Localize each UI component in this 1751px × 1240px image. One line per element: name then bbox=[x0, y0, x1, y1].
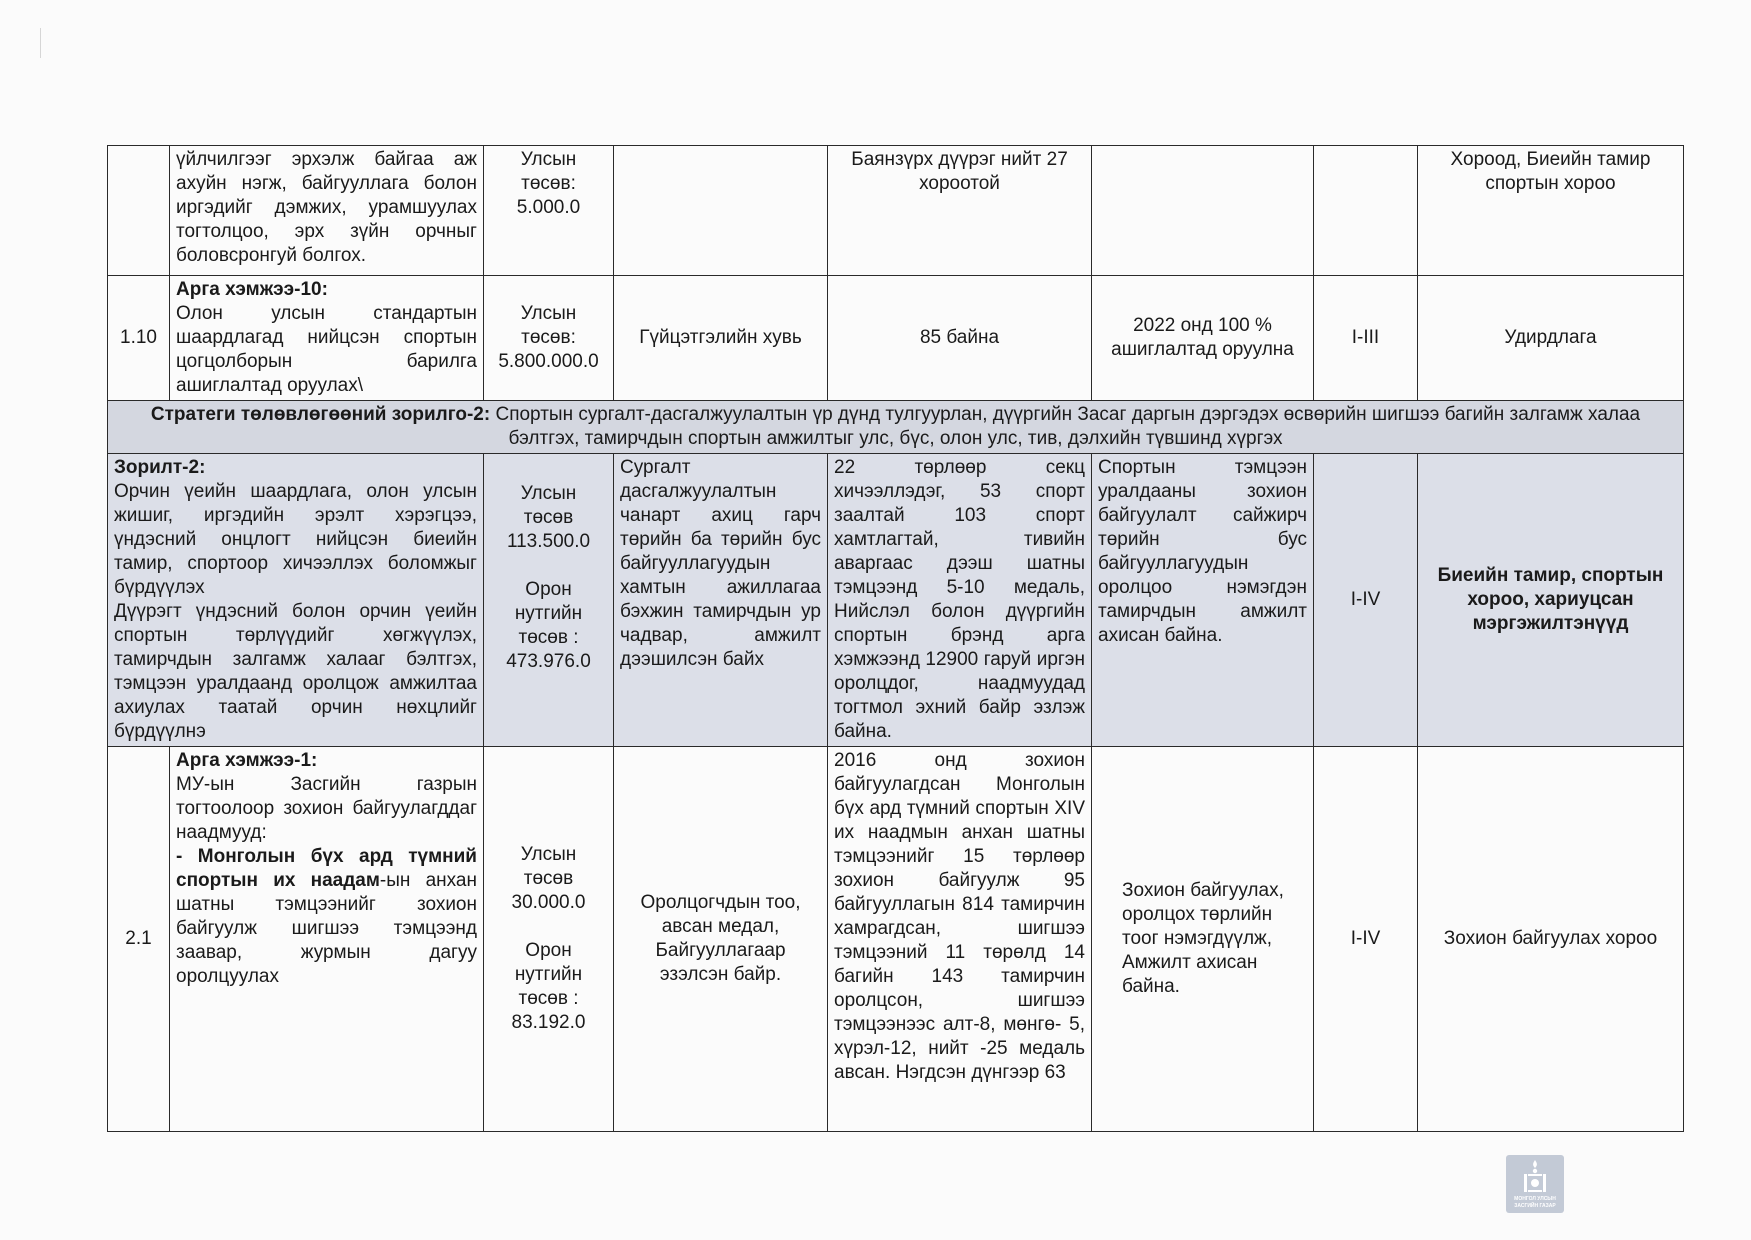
budget-line: Улсын bbox=[520, 844, 577, 865]
target-cell: Зохион байгуулах, оролцох төрлийн тоог нэмэгдүүлж, Амжилт ахисан байна. bbox=[1092, 747, 1314, 1132]
budget-cell bbox=[484, 454, 614, 747]
table-row bbox=[108, 146, 1684, 276]
budget-line: 5.800.000.0 bbox=[498, 351, 599, 372]
budget-line: Улсын bbox=[520, 483, 577, 504]
goal-row bbox=[108, 454, 1684, 747]
strategy-label: Стратеги төлөвлөгөөний зорилго-2: bbox=[150, 404, 491, 425]
target-cell: 2022 онд 100 % ашиглалтад оруулна bbox=[1092, 276, 1314, 401]
budget-line: 113.500.0 bbox=[506, 531, 591, 552]
responsible-cell: Удирдлага bbox=[1418, 276, 1684, 401]
budget-line: Улсын bbox=[520, 303, 577, 324]
responsible-cell: Биеийн тамир, спортын хороо, хариуцсан мэргэжилтэнүүд bbox=[1418, 454, 1684, 747]
table-row bbox=[108, 276, 1684, 401]
budget-line: 473.976.0 bbox=[506, 651, 591, 672]
logo-caption: ЗАСГИЙН ГАЗАР bbox=[1514, 1203, 1556, 1209]
baseline-cell: 2016 онд зохион байгуулагдсан Монголын бүх ард түмний спортын XIV их наадмын анхан шатны тэмцээнийг 15 төрлөөр зохион байгуулж 95 байгууллагын 814 тамирчин хамрагдсан, шигшээ тэмцээний 11 төрөлд 14 багийн 143 тамирчин оролцсон, шигшээ тэмцээнээс алт-8, мөнгө- 5, хүрэл-12, нийт -25 медаль авсан. Нэгдсэн дүнгээр 63 bbox=[828, 747, 1092, 1132]
row-number bbox=[108, 146, 170, 276]
government-emblem-logo bbox=[1506, 1155, 1564, 1213]
activity-text: Олон улсын стандартын шаардлагад нийцсэн спортын цогцолборын барилга ашиглалтад оруулах\ bbox=[176, 303, 477, 396]
budget-line: 5.000.0 bbox=[516, 197, 581, 218]
goal-text: Дүүрэгт үндэсний болон орчин үеийн спортын төрлүүдийг хөгжүүлэх, тамирчдын залгамж халааг бэлтгэх, тэмцээн уралдаанд оролцож амжилтаа ахиулах таатай орчин нөхцлийг бүрдүүлнэ bbox=[114, 601, 477, 742]
activity-text bbox=[176, 845, 477, 989]
indicator-cell: Оролцогчдын тоо, авсан медал, Байгууллагаар эзэлсэн байр. bbox=[614, 747, 828, 1132]
budget-cell bbox=[484, 747, 614, 1132]
budget-line: 83.192.0 bbox=[511, 1012, 586, 1033]
budget-line: төсөв : bbox=[518, 988, 579, 1009]
soyombo-icon bbox=[1520, 1159, 1550, 1195]
baseline-cell: Баянзүрх дүүрэг нийт 27 хороотой bbox=[828, 146, 1092, 276]
budget-line: Орон bbox=[525, 579, 572, 600]
scan-mark bbox=[40, 28, 41, 58]
goal-cell bbox=[108, 454, 484, 747]
budget-line: төсөв: bbox=[521, 327, 576, 348]
spacer bbox=[490, 915, 607, 939]
goal-title: Зорилт-2: bbox=[114, 457, 206, 478]
activity-cell bbox=[170, 276, 484, 401]
responsible-cell: Зохион байгуулах хороо bbox=[1418, 747, 1684, 1132]
budget-line: 30.000.0 bbox=[511, 892, 586, 913]
period-cell bbox=[1314, 146, 1418, 276]
indicator-cell: Сургалт дасгалжуулалтын чанарт ахиц гарч төрийн ба төрийн бус байгууллагуудын хамтын ажиллагаа бэхжин тамирчдын ур чадвар, амжилт дээшилсэн байх bbox=[614, 454, 828, 747]
period-cell: I-III bbox=[1314, 276, 1418, 401]
baseline-cell: 85 байна bbox=[828, 276, 1092, 401]
table-row bbox=[108, 747, 1684, 1132]
action-plan-table bbox=[107, 145, 1684, 1132]
event-name: - Монголын бүх ард түмний спортын их наадам bbox=[176, 846, 477, 891]
activity-cell bbox=[170, 747, 484, 1132]
budget-line: төсөв bbox=[523, 868, 574, 889]
budget-cell bbox=[484, 146, 614, 276]
strategy-text: Спортын сургалт-дасгалжуулалтын үр дүнд тулгуурлан, дүүргийн Засаг даргын дэргэдэх өсвөрийн шигшээ багийн залгамж халаа бэлтгэх, тамирчдын спортын амжилтыг улс, бүс, олон улс, тив, дэлхийн түвшинд хүргэх bbox=[490, 404, 1641, 449]
strategy-cell bbox=[108, 401, 1684, 454]
baseline-cell: 22 төрлөөр секц хичээллэдэг, 53 спорт заалтай 103 спорт хамтлагтай, тивийн аваргаас дээш шатны тэмцээнд 5-10 медаль, Нийслэл болон дүүргийн спортын брэнд арга хэмжээнд 12900 гаруй иргэн оролцдог, наадмуудад тогтмол эхний байр эзлэж байна. bbox=[828, 454, 1092, 747]
budget-line: төсөв bbox=[523, 507, 574, 528]
budget-cell bbox=[484, 276, 614, 401]
period-cell: I-IV bbox=[1314, 454, 1418, 747]
activity-text-rest: -ын анхан шатны тэмцээнийг зохион байгуулж шигшээ тэмцээнд заавар, журмын дагуу оролцуулах bbox=[176, 870, 477, 987]
budget-line: Улсын bbox=[520, 149, 577, 170]
budget-line: төсөв : bbox=[518, 627, 579, 648]
row-number: 1.10 bbox=[108, 276, 170, 401]
indicator-cell: Гүйцэтгэлийн хувь bbox=[614, 276, 828, 401]
goal-text: Орчин үеийн шаардлага, олон улсын жишиг, иргэдийн эрэлт хэрэгцээ, үндэсний онцлогт нийцсэн биеийн тамир, спортоор хичээллэх боломжыг бүрдүүлэх bbox=[114, 481, 477, 598]
spacer bbox=[490, 554, 607, 578]
activity-title: Арга хэмжээ-10: bbox=[176, 279, 328, 300]
budget-line: төсөв: bbox=[521, 173, 576, 194]
indicator-cell bbox=[614, 146, 828, 276]
responsible-cell: Хороод, Биеийн тамир спортын хороо bbox=[1418, 146, 1684, 276]
target-cell bbox=[1092, 146, 1314, 276]
budget-line: нутгийн bbox=[514, 964, 583, 985]
strategy-row bbox=[108, 401, 1684, 454]
target-cell: Спортын тэмцээн уралдааны зохион байгуулалт сайжирч төрийн бус байгууллагуудын оролцоо нэмэгдэн тамирчдын амжилт ахисан байна. bbox=[1092, 454, 1314, 747]
logo-caption: МОНГОЛ УЛСЫН bbox=[1514, 1196, 1556, 1202]
budget-line: нутгийн bbox=[514, 603, 583, 624]
activity-text: МУ-ын Засгийн газрын тогтоолоор зохион байгуулагддаг наадмууд: bbox=[176, 774, 477, 843]
budget-line: Орон bbox=[525, 940, 572, 961]
activity-title: Арга хэмжээ-1: bbox=[176, 750, 318, 771]
period-cell: I-IV bbox=[1314, 747, 1418, 1132]
activity-cell: үйлчилгээг эрхэлж байгаа аж ахуйн нэгж, байгууллага болон иргэдийг дэмжих, урамшуулах тогтолцоо, эрх зүйн орчныг боловсронгуй болгох. bbox=[170, 146, 484, 276]
row-number: 2.1 bbox=[108, 747, 170, 1132]
